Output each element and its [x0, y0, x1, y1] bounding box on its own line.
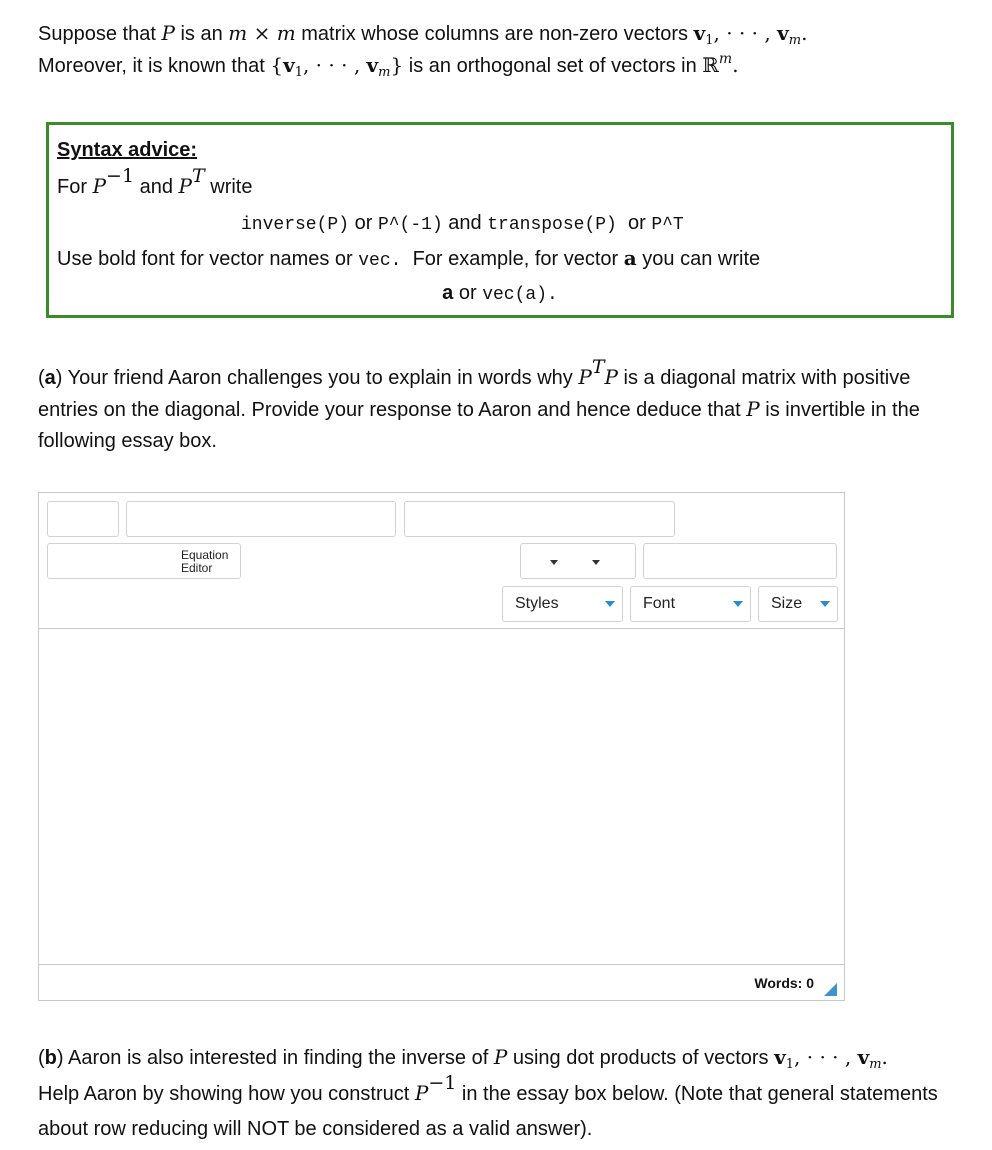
- syntax-advice-box: [46, 122, 954, 318]
- chevron-down-icon: [592, 560, 600, 565]
- size-dropdown[interactable]: Size: [758, 586, 838, 622]
- syntax-advice-title: Syntax advice:: [57, 139, 198, 161]
- equation-editor-button[interactable]: Equation Editor: [47, 543, 241, 579]
- syntax-advice-example: a or vec(a).: [442, 282, 558, 305]
- syntax-advice-code: inverse(P) or P^(-1) and transpose(P) or P^T: [241, 212, 684, 235]
- essay-text-area[interactable]: [39, 629, 844, 964]
- question-a: (a) Your friend Aaron challenges you to explain in words why $P^TP$ is a diagonal matrix with positive entries on the diagonal. Provide your response to Aaron and hence deduce that P is invertible in the following essay box.: [38, 356, 920, 452]
- toolbar-group-1[interactable]: [47, 501, 119, 537]
- toolbar-group-4[interactable]: [643, 543, 837, 579]
- resize-handle-icon[interactable]: [824, 983, 837, 996]
- chevron-down-icon: [550, 560, 558, 565]
- editor-status-bar: [39, 964, 844, 1001]
- toolbar-group-2[interactable]: [126, 501, 396, 537]
- essay-editor: [38, 492, 845, 1001]
- chevron-down-icon: [605, 601, 615, 607]
- chevron-down-icon: [733, 601, 743, 607]
- problem-statement: Suppose that P is an m × m matrix whose columns are non-zero vectors $v_1$, · · · , $v_m$. Moreover, it is known that {$v_1$, · · · , $v_m$} is an orthogonal set of vectors in ℝ$^m$.: [38, 21, 808, 80]
- toolbar-group-3[interactable]: [404, 501, 675, 537]
- font-dropdown[interactable]: Font: [630, 586, 751, 622]
- word-count: Words: 0: [754, 975, 814, 991]
- question-b: (b) Aaron is also interested in finding the inverse of P using dot products of vectors $v_1$, · · · , $v_m$. Help Aaron by showing how you construct $P^{-1}$ in the essay box below. (Note that general statements about row reducing will NOT be considered as a valid answer).: [38, 1045, 938, 1140]
- editor-toolbar: [39, 493, 844, 629]
- toolbar-dropdown-group[interactable]: [520, 543, 636, 579]
- syntax-advice-inverse-transpose: For P−1 and PT write: [57, 165, 253, 198]
- chevron-down-icon: [820, 601, 830, 607]
- syntax-advice-vectors: Use bold font for vector names or vec. For example, for vector a you can write: [57, 246, 761, 271]
- styles-dropdown[interactable]: Styles: [502, 586, 623, 622]
